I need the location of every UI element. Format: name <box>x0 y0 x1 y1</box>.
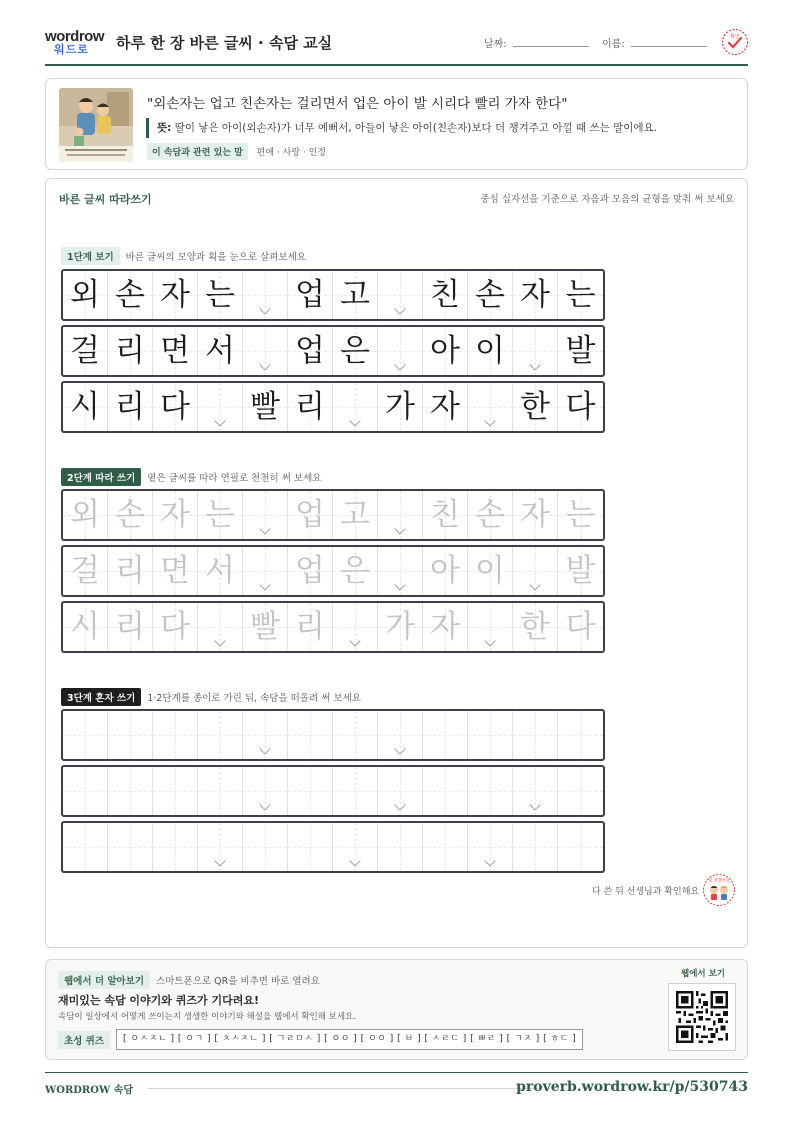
qr-code[interactable] <box>668 983 736 1051</box>
proverb-meaning <box>146 118 657 138</box>
date-line <box>513 38 589 47</box>
space-mark-icon <box>394 579 405 590</box>
model-character: 업 <box>295 277 325 313</box>
space-mark-icon <box>484 635 495 646</box>
model-character: 손 <box>115 277 145 313</box>
blank-writing-row[interactable] <box>61 709 605 761</box>
trace-character: 리 <box>115 609 145 645</box>
trace-character: 시 <box>70 609 100 645</box>
grid-cell[interactable] <box>378 491 423 539</box>
trace-character: 빨 <box>250 609 280 645</box>
grid-cell[interactable] <box>63 491 108 539</box>
related-text: 편애 · 사랑 · 인정 <box>256 148 326 158</box>
trace-character: 외 <box>70 497 100 533</box>
grid-cell[interactable] <box>153 603 198 651</box>
model-character: 친 <box>430 277 460 313</box>
grid-cell[interactable] <box>558 823 603 871</box>
grid-cell[interactable] <box>333 491 378 539</box>
model-character: 자 <box>520 277 550 313</box>
grid-cell <box>378 327 423 375</box>
trace-character: 이 <box>475 553 505 589</box>
space-mark-icon <box>349 635 360 646</box>
grid-cell <box>378 383 423 431</box>
space-mark-icon <box>529 579 540 590</box>
grid-cell[interactable] <box>558 767 603 815</box>
model-character: 는 <box>565 277 596 313</box>
grid-cell[interactable] <box>108 767 153 815</box>
grid-cell[interactable] <box>468 767 513 815</box>
space-mark-icon <box>529 359 540 370</box>
name-label: 이름: <box>602 39 625 50</box>
grid-cell <box>423 271 468 319</box>
web-tag-row <box>58 971 320 989</box>
space-mark-icon <box>484 855 495 866</box>
trace-character: 업 <box>295 553 325 589</box>
model-character: 다 <box>565 389 596 425</box>
grid-cell <box>243 327 288 375</box>
model-character: 는 <box>205 277 235 313</box>
grid-cell[interactable] <box>333 603 378 651</box>
grid-cell[interactable] <box>63 547 108 595</box>
grid-cell[interactable] <box>558 711 603 759</box>
grid-cell[interactable] <box>198 547 243 595</box>
trace-character: 손 <box>475 497 505 533</box>
web-tag: 웹에서 더 알아보기 <box>58 971 150 989</box>
grid-cell <box>243 383 288 431</box>
trace-character: 리 <box>115 553 145 589</box>
grid-cell <box>378 271 423 319</box>
grid-cell[interactable] <box>198 823 243 871</box>
grid-cell <box>468 271 513 319</box>
stage-3-label <box>61 688 361 706</box>
proverb-text: "외손자는 업고 친손자는 걸리면서 업은 아이 발 시리다 빨리 가자 한다" <box>147 96 568 112</box>
web-more-card <box>45 959 748 1060</box>
web-headline: 재미있는 속담 이야기와 퀴즈가 기다려요! <box>58 994 259 1007</box>
trace-character: 친 <box>430 497 460 533</box>
space-mark-icon <box>259 359 270 370</box>
grid-cell[interactable] <box>378 823 423 871</box>
model-character: 이 <box>475 333 505 369</box>
grid-cell <box>513 383 558 431</box>
grid-cell[interactable] <box>513 491 558 539</box>
grid-cell[interactable] <box>153 711 198 759</box>
grid-cell[interactable] <box>513 603 558 651</box>
qr-label: 웹에서 보기 <box>681 969 726 979</box>
trace-character: 고 <box>340 497 370 533</box>
teacher-check-text: 다 쓴 뒤 선생님과 확인해요 <box>592 887 700 897</box>
space-mark-icon <box>394 303 405 314</box>
grid-cell[interactable] <box>423 767 468 815</box>
meaning-text: 딸이 낳은 아이(외손자)가 너무 예뻐서, 아들이 낳은 아이(친손자)보다 더 챙겨주고 아낄 때 쓰는 말이에요. <box>174 122 657 134</box>
stage-badge: 1단계 보기 <box>61 247 120 265</box>
proverb-illustration <box>59 88 133 162</box>
grid-cell[interactable] <box>468 491 513 539</box>
space-mark-icon <box>484 415 495 426</box>
grid-cell[interactable] <box>558 491 603 539</box>
grid-cell[interactable] <box>198 491 243 539</box>
grid-cell[interactable] <box>468 823 513 871</box>
grid-cell <box>333 271 378 319</box>
grid-cell <box>288 383 333 431</box>
model-character: 한 <box>520 389 550 425</box>
grid-cell[interactable] <box>468 603 513 651</box>
space-mark-icon <box>259 743 270 754</box>
writing-practice-area <box>45 178 748 948</box>
grid-cell[interactable] <box>378 767 423 815</box>
space-mark-icon <box>394 359 405 370</box>
grid-cell[interactable] <box>108 603 153 651</box>
check-stamp-icon <box>721 28 749 56</box>
model-character: 발 <box>565 333 596 369</box>
meaning-label: 뜻: <box>157 122 172 134</box>
grid-cell <box>558 383 603 431</box>
stage-text: 1·2단계를 종이로 가린 뒤, 속담을 떠올려 써 보세요 <box>147 693 361 704</box>
space-mark-icon <box>259 579 270 590</box>
grid-cell[interactable] <box>243 547 288 595</box>
grid-cell[interactable] <box>63 711 108 759</box>
grid-cell <box>333 383 378 431</box>
space-mark-icon <box>394 523 405 534</box>
writing-row <box>61 325 605 377</box>
trace-character: 걸 <box>70 553 100 589</box>
grid-cell[interactable] <box>153 823 198 871</box>
space-mark-icon <box>214 415 225 426</box>
svg-text:확인: 확인 <box>730 34 740 40</box>
space-mark-icon <box>214 635 225 646</box>
grid-cell[interactable] <box>333 547 378 595</box>
grid-cell[interactable] <box>513 711 558 759</box>
grid-cell <box>153 327 198 375</box>
space-mark-icon <box>529 799 540 810</box>
trace-character: 손 <box>115 497 145 533</box>
model-character: 손 <box>475 277 505 313</box>
model-character: 면 <box>160 333 190 369</box>
space-mark-icon <box>349 415 360 426</box>
trace-character: 는 <box>565 497 596 533</box>
grid-cell[interactable] <box>513 547 558 595</box>
name-line <box>631 38 707 47</box>
grid-cell[interactable] <box>243 823 288 871</box>
grid-cell[interactable] <box>63 603 108 651</box>
grid-cell[interactable] <box>288 767 333 815</box>
grid-cell[interactable] <box>423 711 468 759</box>
grid-cell[interactable] <box>378 547 423 595</box>
trace-character: 면 <box>160 553 190 589</box>
model-character: 자 <box>430 389 460 425</box>
trace-character: 는 <box>205 497 235 533</box>
footer-rule <box>148 1088 538 1089</box>
blank-writing-row[interactable] <box>61 765 605 817</box>
grid-cell[interactable] <box>333 767 378 815</box>
model-character: 리 <box>295 389 325 425</box>
grid-cell[interactable] <box>243 491 288 539</box>
tracing-row[interactable] <box>61 489 605 541</box>
writing-row <box>61 269 605 321</box>
trace-character: 자 <box>430 609 460 645</box>
model-character: 서 <box>205 333 235 369</box>
grid-cell[interactable] <box>108 547 153 595</box>
grid-cell[interactable] <box>153 491 198 539</box>
grid-cell <box>153 383 198 431</box>
grid-cell <box>198 327 243 375</box>
model-character: 리 <box>115 389 145 425</box>
grid-cell <box>198 383 243 431</box>
tracing-row[interactable] <box>61 601 605 653</box>
grid-cell[interactable] <box>288 547 333 595</box>
trace-character: 업 <box>295 497 325 533</box>
stamp-text: 참 잘했어요 <box>708 877 730 883</box>
name-field <box>602 35 707 50</box>
page-header <box>45 26 748 66</box>
grid-cell <box>243 271 288 319</box>
grid-cell[interactable] <box>243 767 288 815</box>
model-character: 자 <box>160 277 190 313</box>
stage-badge: 3단계 혼자 쓰기 <box>61 688 141 706</box>
grid-cell[interactable] <box>288 603 333 651</box>
grid-cell[interactable] <box>108 711 153 759</box>
date-label: 날짜: <box>484 39 507 50</box>
grid-cell[interactable] <box>513 823 558 871</box>
grid-cell[interactable] <box>468 547 513 595</box>
grid-cell[interactable] <box>63 823 108 871</box>
model-character: 리 <box>115 333 145 369</box>
proverb-info-card <box>45 78 748 170</box>
grid-cell <box>468 327 513 375</box>
trace-character: 서 <box>205 553 235 589</box>
grid-cell[interactable] <box>333 823 378 871</box>
grid-cell[interactable] <box>63 767 108 815</box>
footer-divider <box>45 1072 748 1073</box>
web-description: 속담이 일상에서 어떻게 쓰이는지 생생한 이야기와 해설을 웹에서 확인해 보세요. <box>58 1012 356 1022</box>
grid-cell[interactable] <box>468 711 513 759</box>
space-mark-icon <box>259 303 270 314</box>
trace-character: 다 <box>160 609 190 645</box>
grid-cell[interactable] <box>198 711 243 759</box>
grid-cell <box>288 327 333 375</box>
grid-cell <box>108 383 153 431</box>
grid-cell[interactable] <box>243 711 288 759</box>
model-character: 가 <box>385 389 415 425</box>
stage-2-label <box>61 468 321 486</box>
grid-cell[interactable] <box>423 823 468 871</box>
grid-cell <box>558 327 603 375</box>
trace-character: 가 <box>385 609 415 645</box>
trace-character: 다 <box>565 609 596 645</box>
grid-cell <box>63 271 108 319</box>
grid-cell <box>558 271 603 319</box>
grid-cell <box>513 327 558 375</box>
grid-cell[interactable] <box>153 547 198 595</box>
good-job-stamp-icon <box>702 873 736 907</box>
trace-character: 은 <box>340 553 370 589</box>
related-tag: 이 속담과 관련 있는 말 <box>147 143 248 160</box>
grid-cell[interactable] <box>423 547 468 595</box>
space-mark-icon <box>349 855 360 866</box>
grid-cell <box>108 271 153 319</box>
grid-cell[interactable] <box>153 767 198 815</box>
grid-cell <box>63 383 108 431</box>
logo-text: wordrow <box>45 28 104 45</box>
grid-cell[interactable] <box>558 547 603 595</box>
grid-cell[interactable] <box>513 767 558 815</box>
grid-cell[interactable] <box>108 823 153 871</box>
quiz-box: [ ㅇㅅㅈㄴ ] [ ㅇㄱ ] [ ㅊㅅㅈㄴ ] [ ㄱㄹㅁㅅ ] [ ㅇㅇ ] [ ㅇㅇ ] [ ㅂ ] [ ㅅㄹㄷ ] [ ㅃㄹ ] [ ㄱㅈ ] [ ㅎㄷ ] <box>116 1029 583 1050</box>
qr-code-icon <box>676 991 728 1043</box>
worksheet-title: 하루 한 장 바른 글씨 · 속담 교실 <box>116 34 333 52</box>
grid-cell[interactable] <box>288 823 333 871</box>
section-title: 바른 글씨 따라쓰기 <box>59 193 152 206</box>
grid-cell[interactable] <box>423 491 468 539</box>
space-mark-icon <box>259 523 270 534</box>
footer-url-link[interactable]: proverb.wordrow.kr/p/530743 <box>516 1079 748 1095</box>
stage-text: 바른 글씨의 모양과 획을 눈으로 살펴보세요 <box>125 252 306 263</box>
trace-character: 아 <box>430 553 460 589</box>
grid-cell[interactable] <box>333 711 378 759</box>
grid-cell[interactable] <box>288 711 333 759</box>
date-field <box>484 35 589 50</box>
trace-character: 한 <box>520 609 550 645</box>
grid-cell[interactable] <box>288 491 333 539</box>
tracing-row[interactable] <box>61 545 605 597</box>
grid-cell[interactable] <box>108 491 153 539</box>
grid-cell <box>153 271 198 319</box>
blank-writing-row[interactable] <box>61 821 605 873</box>
trace-character: 리 <box>295 609 325 645</box>
quiz-label: 초성 퀴즈 <box>58 1031 110 1049</box>
grid-cell[interactable] <box>378 711 423 759</box>
model-character: 은 <box>340 333 370 369</box>
space-mark-icon <box>214 855 225 866</box>
model-character: 외 <box>70 277 100 313</box>
model-character: 다 <box>160 389 190 425</box>
trace-character: 자 <box>160 497 190 533</box>
grid-cell <box>63 327 108 375</box>
grid-cell <box>333 327 378 375</box>
writing-row <box>61 381 605 433</box>
grid-cell <box>423 383 468 431</box>
model-character: 아 <box>430 333 460 369</box>
space-mark-icon <box>394 743 405 754</box>
related-words <box>147 143 326 160</box>
grid-cell <box>198 271 243 319</box>
model-character: 걸 <box>70 333 100 369</box>
model-character: 빨 <box>250 389 280 425</box>
grid-cell[interactable] <box>198 767 243 815</box>
wordrow-logo <box>45 28 107 58</box>
logo-subtext: 워드로 <box>54 43 89 56</box>
footer-brand: WORDROW 속담 <box>45 1085 133 1096</box>
grid-cell <box>468 383 513 431</box>
model-character: 고 <box>340 277 370 313</box>
stage-1-label <box>61 247 306 265</box>
grid-cell[interactable] <box>198 603 243 651</box>
trace-character: 발 <box>565 553 596 589</box>
stage-badge: 2단계 따라 쓰기 <box>61 468 141 486</box>
model-character: 업 <box>295 333 325 369</box>
grid-cell[interactable] <box>243 603 288 651</box>
grid-cell <box>108 327 153 375</box>
grid-cell[interactable] <box>558 603 603 651</box>
section-hint: 중심 십자선을 기준으로 자음과 모음의 균형을 맞춰 써 보세요 <box>480 194 734 205</box>
grid-cell[interactable] <box>378 603 423 651</box>
grid-cell <box>513 271 558 319</box>
space-mark-icon <box>259 799 270 810</box>
stage-text: 옅은 글씨를 따라 연필로 천천히 써 보세요 <box>147 473 322 484</box>
web-tag-hint: 스마트폰으로 QR을 비추면 바로 열려요 <box>156 976 320 987</box>
trace-character: 자 <box>520 497 550 533</box>
space-mark-icon <box>394 799 405 810</box>
model-character: 시 <box>70 389 100 425</box>
grid-cell <box>423 327 468 375</box>
grid-cell[interactable] <box>423 603 468 651</box>
grid-cell <box>288 271 333 319</box>
chosung-quiz <box>58 1029 583 1050</box>
